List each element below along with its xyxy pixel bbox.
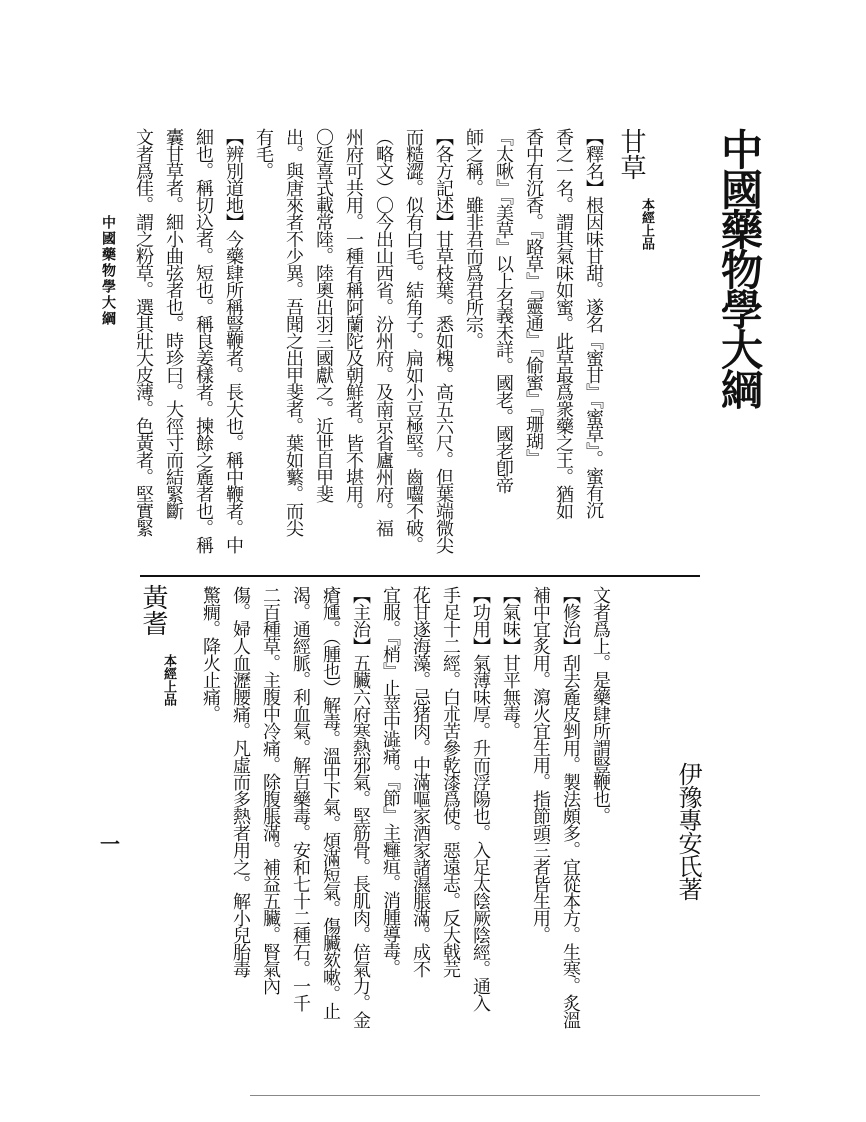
text-column: 瘡尰。（腫也）解毒。溫中下氣。煩滿短氣。傷臟欬嗽。止 <box>320 586 341 1019</box>
text-column: 州府可共用。一種有稱阿蘭陀及朝鮮者。皆不堪用。 <box>343 128 364 519</box>
margin-mark: 一 <box>100 832 120 856</box>
text-column: 囊甘草者。細小曲弦者也。時珍曰。大徑寸而結緊斷 <box>163 128 184 519</box>
text-column: 而糙澀。似有白毛。結角子。扁如小豆極堅。齒囓不破。 <box>403 128 424 553</box>
entry-grade-huangqi: 本經上品 <box>161 654 176 706</box>
text-column: 文者爲佳。謂之粉草。選其壯大皮薄。色黃者。堅實緊 <box>133 128 154 536</box>
text-column: 【釋名】根因味甘甜。遂名『蜜甘』『蜜草』。蜜有沉 <box>583 128 604 518</box>
text-column: 細也。稱切込者。短也。稱良姜樣者。揀餘之麁者也。稱 <box>193 128 214 553</box>
text-column: 驚癇。降火止痛。 <box>200 586 221 722</box>
text-column: 【辨別道地】今藥肆所稱豎鞭者。長大也。稱中鞭者。中 <box>223 128 244 553</box>
text-column: 有毛。 <box>253 128 274 179</box>
text-column: 香中有沉香。『路草』『靈通』『偷蜜』『珊瑚』 <box>523 128 544 466</box>
entry-heading-huangqi: 黃耆 <box>138 584 168 636</box>
text-column: 師之稱。雖非君而爲君所宗。 <box>463 128 484 349</box>
text-column: 傷。婦人血瀝腰痛。凡虛而多熱者用之。解小兒胎毒 <box>230 586 251 977</box>
text-column: 出。與唐來者不少異。吾聞之出甲斐者。葉如蘩。而尖 <box>283 128 304 536</box>
text-column: 文者爲上。是藥肆所謂豎鞭也。 <box>590 586 611 824</box>
bottom-scan-line <box>250 1095 760 1096</box>
text-column: 【各方記述】甘草枝葉。悉如槐。高五六尺。但葉端微尖 <box>433 128 454 553</box>
text-column: 花甘遂海藻。忌猪肉。中滿嘔家酒家諸濕脹滿。成不 <box>410 586 431 977</box>
text-column: 【氣味】甘平無毒。 <box>500 586 521 739</box>
text-column: 渴。通經脈。利血氣。解百藥毒。安和七十二種石。一千 <box>290 586 311 1011</box>
text-column: 【修治】刮去麁皮剉用。製法頗多。宜從本方。生寒。炙溫 <box>560 586 581 1028</box>
text-column: 『太啾』『美草』以上名義未詳。國老。國老卽帝 <box>493 128 514 493</box>
text-column: 【主治】五臟六府寒熱邪氣。堅筋骨。長肌肉。倍氣力。金 <box>350 586 371 1028</box>
text-column: 〇延喜式載常陸。陸奧出羽三國獻之。近世自甲斐 <box>313 128 334 502</box>
text-column: （略文）〇今出山西省。汾州府。及南京省廬州府。福 <box>373 128 394 536</box>
text-column: 宜服。『梢』止莖中澁痛。『節』主癰疽。消腫導毒。 <box>380 586 401 976</box>
book-title: 中國藥物學大綱 <box>715 128 764 408</box>
text-column: 香之一名。謂其氣味如蜜。此草最爲衆藥之王。猶如 <box>553 128 574 519</box>
running-footer-title: 中國藥物學大綱 <box>100 215 116 327</box>
entry-grade-gancao: 本經上品 <box>639 198 654 250</box>
text-column: 手足十二經。白朮苦參乾漆爲使。惡遠志。反大戟芫 <box>440 586 461 977</box>
text-column: 補中宜炙用。瀉火宜生用。指節頭三者皆生用。 <box>530 586 551 943</box>
text-column: 【功用】氣薄味厚。升而浮陽也。入足太陰厥陰經。通入 <box>470 586 491 1011</box>
entry-heading-gancao: 甘草 <box>616 128 646 180</box>
text-column: 二百種草。主腹中冷痛。除腹脹滿。補益五臟。腎氣內 <box>260 586 281 994</box>
author-credit: 伊豫專安氏著 <box>674 762 702 900</box>
section-divider <box>140 575 700 577</box>
